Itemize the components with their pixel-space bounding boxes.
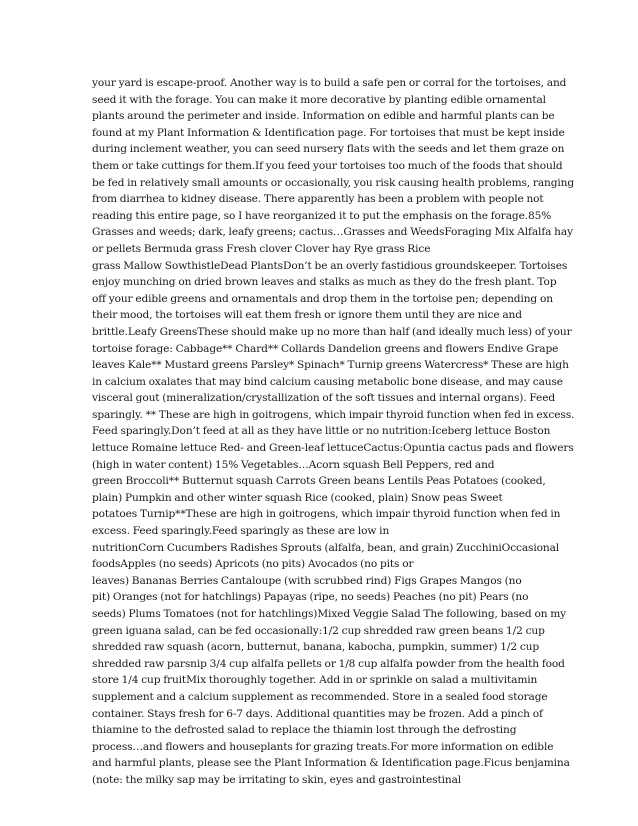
text-line: leaves Kale** Mustard greens Parsley* Spinach* Turnip greens Watercress* These are high xyxy=(92,359,569,372)
text-line: green Broccoli** Butternut squash Carrots Green beans Lentils Peas Potatoes (cooked, xyxy=(92,475,546,488)
text-line: from diarrhea to kidney disease. There apparently has been a problem with people not xyxy=(92,193,544,206)
text-line: seeds) Plums Tomatoes (not for hatchlings)Mixed Veggie Salad The following, based on my xyxy=(92,608,567,620)
text-line: or pellets Bermuda grass Fresh clover Clover hay Rye grass Rice xyxy=(92,242,431,255)
text-line: potatoes Turnip**These are high in goitrogens, which impair thyroid function when fed in xyxy=(92,508,561,521)
text-line: reading this entire page, so I have reorganized it to put the emphasis on the forage.85% xyxy=(92,209,552,222)
text-line: container. Stays fresh for 6-7 days. Additional quantities may be frozen. Add a pinch of xyxy=(92,707,543,720)
text-line: be fed in relatively small amounts or occasionally, you risk causing health problems, ranging xyxy=(92,176,575,189)
text-line: pit) Oranges (not for hatchlings) Papayas (ripe, no seeds) Peaches (no pit) Pears (no xyxy=(92,591,529,604)
text-line: shredded raw parsnip 3/4 cup alfalfa pellets or 1/8 cup alfalfa powder from the health food xyxy=(92,657,565,670)
text-line: (high in water content) 15% Vegetables…Acorn squash Bell Peppers, red and xyxy=(92,458,495,471)
text-line: shredded raw squash (acorn, butternut, banana, kabocha, pumpkin, summer) 1/2 cup xyxy=(92,641,539,654)
text-line: enjoy munching on dried brown leaves and stalks as much as they do the fresh plant. Top xyxy=(92,276,557,289)
text-line: during inclement weather, you can seed nursery flats with the seeds and let them graze on xyxy=(92,143,565,156)
text-line: and harmful plants, please see the Plant Information & Identification page.Ficus benjamina xyxy=(92,757,570,770)
text-line: seed it with the forage. You can make it more decorative by planting edible ornamental xyxy=(92,93,546,106)
text-line: excess. Feed sparingly.Feed sparingly as these are low in xyxy=(92,525,390,538)
text-line: tortoise forage: Cabbage** Chard** Collards Dandelion greens and flowers Endive Grape xyxy=(92,342,559,355)
text-line: your yard is escape-proof. Another way is to build a safe pen or corral for the tortoises, and xyxy=(92,77,567,89)
text-line: nutritionCorn Cucumbers Radishes Sprouts (alfalfa, bean, and grain) ZucchiniOccasional xyxy=(92,541,560,554)
text-line: visceral gout (mineralization/crystallization of the soft tissues and internal organs). Feed xyxy=(92,392,556,405)
text-line: thiamine to the defrosted salad to replace the thiamin lost through the defrosting xyxy=(92,724,517,737)
text-line: Feed sparingly.Don’t feed at all as they have little or no nutrition:Iceberg lettuce Boston xyxy=(92,425,551,438)
text-line: supplement and a calcium supplement as recommended. Store in a sealed food storage xyxy=(92,690,548,703)
text-line: process…and flowers and houseplants for grazing treats.For more information on edible xyxy=(92,740,554,753)
text-line: Grasses and weeds; dark, leafy greens; cactus…Grasses and WeedsForaging Mix Alfalfa hay xyxy=(92,226,573,239)
text-line: brittle.Leafy GreensThese should make up no more than half (and ideally much less) of your xyxy=(92,325,572,338)
text-line: store 1/4 cup fruitMix thoroughly together. Add in or sprinkle on salad a multivitamin xyxy=(92,674,538,687)
text-line: lettuce Romaine lettuce Red- and Green-leaf lettuceCactus:Opuntia cactus pads and flowers xyxy=(92,442,574,455)
text-line: green iguana salad, can be fed occasionally:1/2 cup shredded raw green beans 1/2 cup xyxy=(92,624,545,637)
text-line: plants around the perimeter and inside. Information on edible and harmful plants can be xyxy=(92,110,555,123)
text-line: foodsApples (no seeds) Apricots (no pits) Avocados (no pits or xyxy=(92,558,414,571)
text-line: them or take cuttings for them.If you feed your tortoises too much of the foods that should xyxy=(92,159,563,172)
text-line: plain) Pumpkin and other winter squash Rice (cooked, plain) Snow peas Sweet xyxy=(92,491,503,504)
text-line: in calcium oxalates that may bind calcium causing metabolic bone disease, and may cause xyxy=(92,375,563,388)
text-line: leaves) Bananas Berries Cantaloupe (with scrubbed rind) Figs Grapes Mangos (no xyxy=(92,574,522,587)
text-line: sparingly. ** These are high in goitrogens, which impair thyroid function when fed in excess. xyxy=(92,408,575,421)
text-line: (note: the milky sap may be irritating to skin, eyes and gastrointestinal xyxy=(92,773,462,786)
body-text xyxy=(92,75,575,789)
text-line: grass Mallow SowthistleDead PlantsDon’t be an overly fastidious groundskeeper. Tortoises xyxy=(92,259,568,272)
text-line: found at my Plant Information & Identification page. For tortoises that must be kept inside xyxy=(92,126,565,139)
text-line: off your edible greens and ornamentals and drop them in the tortoise pen; depending on xyxy=(92,292,553,305)
text-line: their mood, the tortoises will eat them fresh or ignore them until they are nice and xyxy=(92,309,522,322)
